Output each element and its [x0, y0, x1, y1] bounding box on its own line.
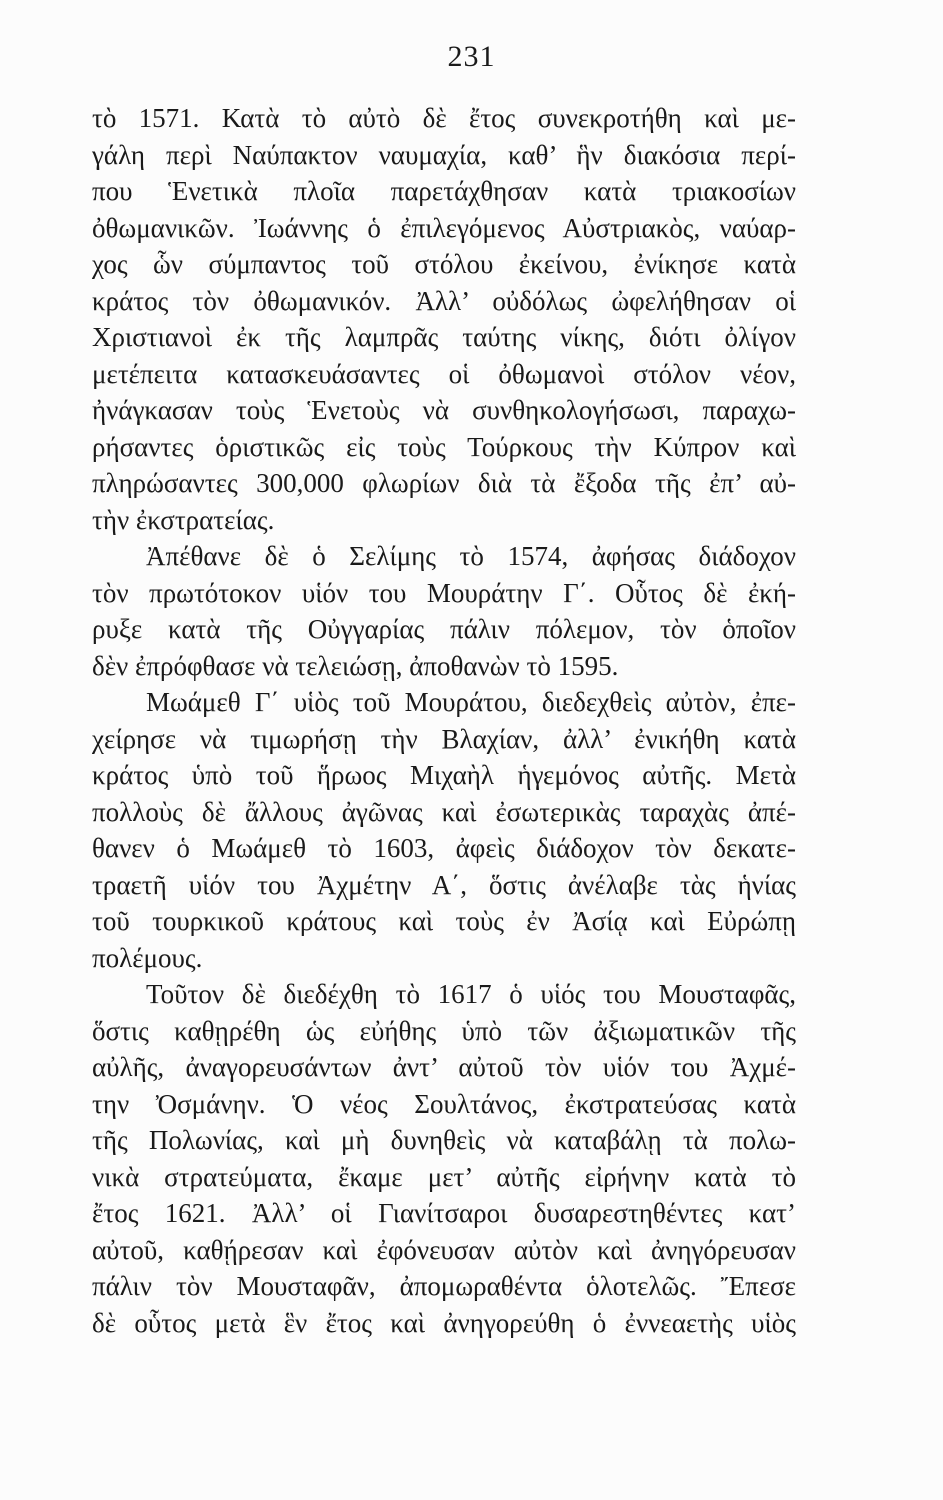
text-line: κράτος ὑπὸ τοῦ ἥρωος Μιχαὴλ ἡγεμόνος αὐτῆς. Μετὰ [92, 760, 796, 790]
page-number: 231 [447, 40, 496, 73]
text-line: χείρησε νὰ τιμωρήσῃ τὴν Βλαχίαν, ἀλλ’ ἐνικήθη κατὰ [92, 723, 796, 754]
text-line: ἔτος 1621. Ἀλλ’ οἱ Γιανίτσαροι δυσαρεστηθέντες κατ’ [92, 1198, 796, 1228]
text-line: ἠνάγκασαν τοὺς Ἑνετοὺς νὰ συνθηκολογήσωσι, παραχω- [92, 395, 796, 425]
text-line: Ἀπέθανε δὲ ὁ Σελίμης τὸ 1574, ἀφήσας διάδοχον [146, 541, 796, 571]
text-line: ρυξε κατὰ τῆς Οὐγγαρίας πάλιν πόλεμον, τὸν ὁποῖον [92, 614, 796, 644]
text-line: ὀθωμανικῶν. Ἰωάννης ὁ ἐπιλεγόμενος Αὐστριακὸς, ναύαρ- [92, 212, 796, 243]
text-line: την Ὀσμάνην. Ὁ νέος Σουλτάνος, ἐκστρατεύσας κατὰ [92, 1088, 796, 1119]
text-line: γάλη περὶ Ναύπακτον ναυμαχία, καθ’ ἣν διακόσια περί- [92, 139, 796, 170]
text-line: τὸν πρωτότοκον υἱόν του Μουράτην Γ΄. Οὗτος δὲ ἐκή- [92, 577, 796, 608]
text-line: ρήσαντες ὁριστικῶς εἰς τοὺς Τούρκους τὴν Κύπρον καὶ [92, 431, 796, 462]
text-line: χος ὧν σύμπαντος τοῦ στόλου ἐκείνου, ἐνίκησε κατὰ [92, 249, 796, 279]
text-line: τὴν ἐκστρατείας. [92, 504, 275, 535]
text-line: κράτος τὸν ὀθωμανικόν. Ἀλλ’ οὐδόλως ὠφελήθησαν οἱ [92, 285, 796, 316]
text-line: τὸ 1571. Κατὰ τὸ αὐτὸ δὲ ἔτος συνεκροτήθη καὶ με- [92, 103, 796, 133]
text-line: που Ἑνετικὰ πλοῖα παρετάχθησαν κατὰ τριακοσίων [92, 176, 796, 206]
text-line: πληρώσαντες 300,000 φλωρίων διὰ τὰ ἔξοδα τῆς ἐπ’ αὐ- [92, 468, 796, 498]
body-text [92, 100, 796, 1341]
text-line: τοῦ τουρκικοῦ κράτους καὶ τοὺς ἐν Ἀσίᾳ καὶ Εὐρώπῃ [92, 906, 796, 936]
text-line: νικὰ στρατεύματα, ἔκαμε μετ’ αὐτῆς εἰρήνην κατὰ τὸ [92, 1161, 796, 1192]
text-line: μετέπειτα κατασκευάσαντες οἱ ὀθωμανοὶ στόλον νέον, [92, 358, 796, 389]
text-line: πολέμους. [92, 942, 203, 973]
text-line: θανεν ὁ Μωάμεθ τὸ 1603, ἀφεὶς διάδοχον τὸν δεκατε- [92, 833, 796, 863]
text-line: Χριστιανοὶ ἐκ τῆς λαμπρᾶς ταύτης νίκης, διότι ὀλίγον [92, 322, 796, 352]
text-line: αὐλῆς, ἀναγορευσάντων ἀντ’ αὐτοῦ τὸν υἱόν του Ἀχμέ- [92, 1052, 796, 1082]
text-line: Τοῦτον δὲ διεδέχθη τὸ 1617 ὁ υἱός του Μουσταφᾶς, [146, 979, 796, 1009]
text-line: Μωάμεθ Γ΄ υἱὸς τοῦ Μουράτου, διεδεχθεὶς αὐτὸν, ἐπε- [146, 687, 796, 717]
text-line: τραετῆ υἱόν του Ἀχμέτην Α΄, ὅστις ἀνέλαβε τὰς ἡνίας [92, 869, 796, 900]
text-line: τῆς Πολωνίας, καὶ μὴ δυνηθεὶς νὰ καταβάλῃ τὰ πολω- [92, 1125, 796, 1155]
text-line: πάλιν τὸν Μουσταφᾶν, ἀπομωραθέντα ὁλοτελῶς. Ἔπεσε [92, 1271, 796, 1301]
text-line: πολλοὺς δὲ ἄλλους ἀγῶνας καὶ ἐσωτερικὰς ταραχὰς ἀπέ- [92, 796, 796, 827]
text-line: αὐτοῦ, καθῄρεσαν καὶ ἐφόνευσαν αὐτὸν καὶ ἀνηγόρευσαν [92, 1234, 796, 1265]
text-line: ὅστις καθῃρέθη ὡς εὐήθης ὑπὸ τῶν ἀξιωματικῶν τῆς [92, 1015, 796, 1046]
text-line: δὲν ἐπρόφθασε νὰ τελειώσῃ, ἀποθανὼν τὸ 1595. [92, 650, 619, 681]
text-line: δὲ οὗτος μετὰ ἓν ἔτος καὶ ἀνηγορεύθη ὁ ἐννεαετὴς υἱὸς [92, 1307, 796, 1338]
